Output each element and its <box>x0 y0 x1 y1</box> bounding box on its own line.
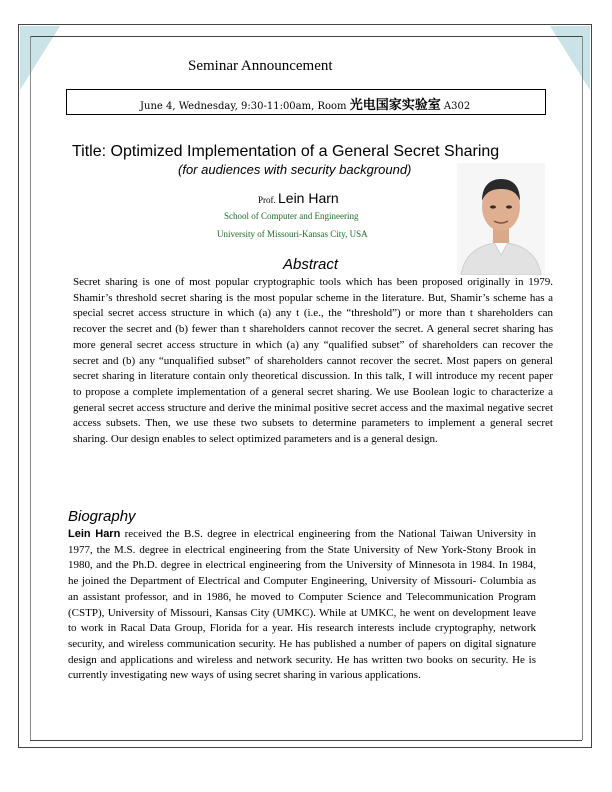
room-chinese: 光电国家实验室 <box>349 98 441 113</box>
right-rule <box>582 36 583 740</box>
abstract-heading: Abstract <box>283 256 339 273</box>
audience-note: (for audiences with security background) <box>178 162 412 177</box>
speaker-school: School of Computer and Engineering <box>224 211 359 221</box>
speaker <box>258 190 339 208</box>
biography-name: Lein Harn <box>68 528 121 540</box>
speaker-prefix: Prof. <box>258 195 278 205</box>
biography-heading: Biography <box>68 508 136 525</box>
speaker-portrait-icon <box>457 163 545 275</box>
talk-title: Title: Optimized Implementation of a General Secret Sharing <box>72 143 500 160</box>
date-time: June 4, Wednesday, 9:30-11:00am, Room <box>140 101 350 112</box>
speaker-university: University of Missouri-Kansas City, USA <box>217 229 368 239</box>
left-rule <box>30 36 31 740</box>
biography-text <box>68 527 536 684</box>
page-title: Seminar Announcement <box>188 58 333 74</box>
room-code: A302 <box>440 101 471 112</box>
abstract-text: Secret sharing is one of most popular cryptographic tools which has been proposed originally in 1979. Shamir’s threshold secret sharing is the most popular scheme in the literature. But, Shamir’s scheme has a special secret access structure in which (a) any t (i.e., the “threshold”) or more than t shareholders can recover the secret and (b) fewer than t shareholders cannot recover the secret. A general secret sharing has more general secret access structure in which (a) any “qualified subset” of shareholders can recover the secret and (b) any “unqualified subset” of shareholders cannot recover the secret. Most papers on general secret sharing in literature contain only theoretical discussion. In this talk, I will introduce my recent paper to propose a complete implementation of a general secret sharing. We use Boolean logic to characterize a general secret access structure and derive the minimal positive secret access and the maximal negative secret access subsets. Then, we use these two subsets to determine parameters to implement a general secret sharing. Our design enables to select optimized parameters and is a general design. <box>73 276 553 446</box>
speaker-name: Lein Harn <box>278 190 339 206</box>
seminar-info <box>140 94 470 113</box>
speaker-photo <box>457 163 545 275</box>
top-rule <box>30 36 582 37</box>
biography-body: received the B.S. degree in electrical engineering from the National Taiwan University in 1977, the M.S. degree in electrical engineering from the State University of New York-Stony Brook in 1980, and the Ph.D. degree in electrical engineering from the University of Minnesota in 1984. In 1984, he joined the Department of Electrical and Computer Engineering, University of Missouri- Columbia as an assistant professor, and in 1986, he moved to Computer Science and Telecommunication Program (CSTP), University of Missouri, Kansas City (UMKC). While at UMKC, he went on development leave to work in Racal Data Group, Florida for a year. His research interests include cryptography, network security, and wireless communication security. He has published a number of papers on digital signature design and applications and wireless and network security. He has written two books on security. He is currently investigating new ways of using secret sharing in various applications. <box>68 528 536 682</box>
bottom-rule <box>30 740 582 741</box>
